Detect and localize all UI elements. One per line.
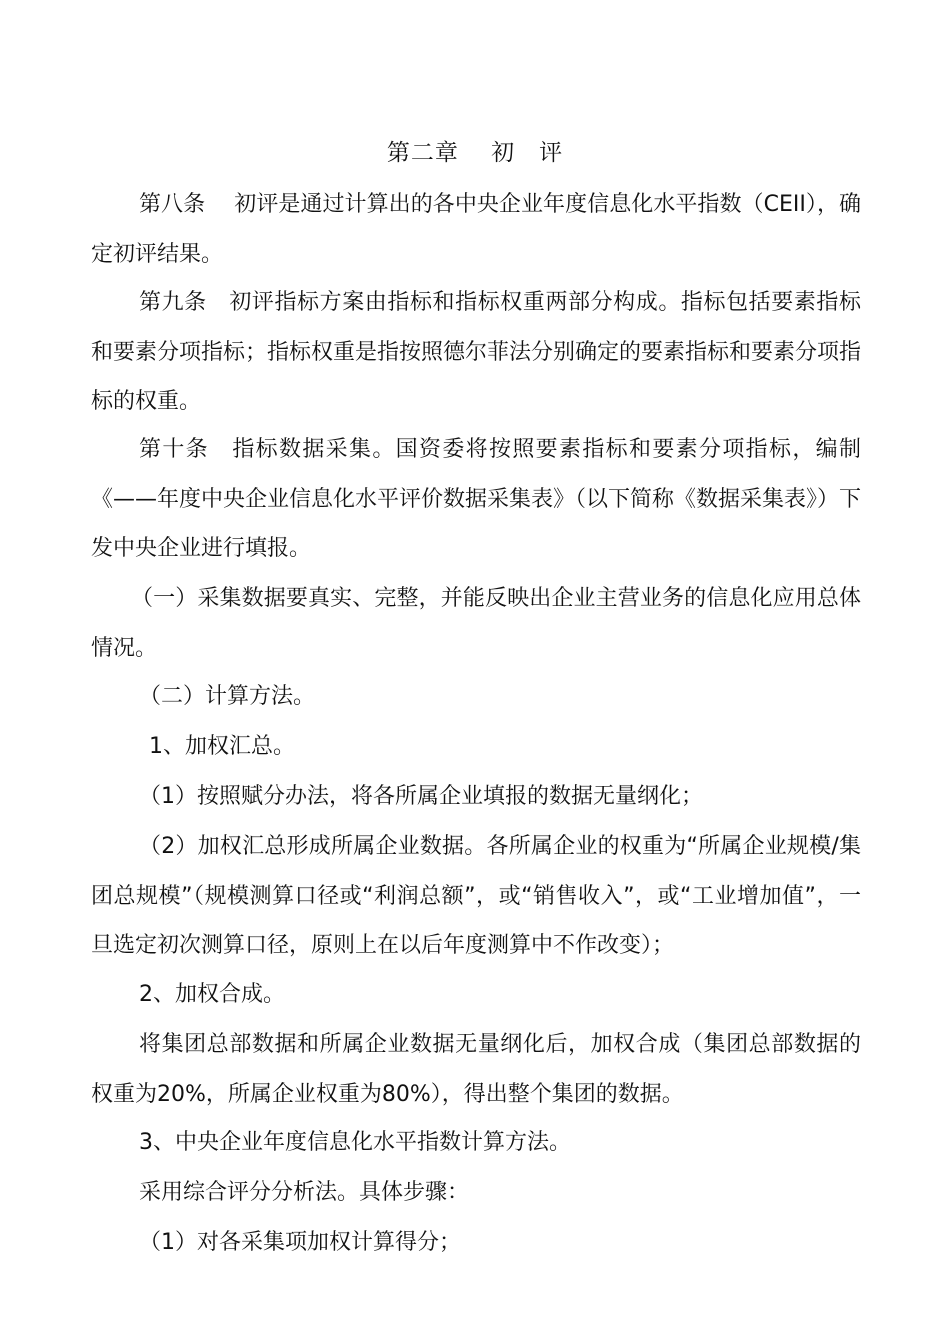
step-2-heading: 2、加权合成。: [139, 982, 285, 1007]
article-8-paragraph: 第八条 初评是通过计算出的各中央企业年度信息化水平指数（CEII），确定初评结果。: [91, 192, 861, 267]
step-1-substep-2: （2）加权汇总形成所属企业数据。各所属企业的权重为“所属企业规模/集团总规模”（规模测算口径或“利润总额”，或“销售收入”，或“工业增加值”，一旦选定初次测算口径，原则上在以后年度测算中不作改变）；: [91, 834, 861, 958]
step-1-substep-1: （1）按照赋分办法，将各所属企业填报的数据无量纲化；: [139, 784, 703, 809]
step-1-heading: 1、加权汇总。: [149, 734, 295, 759]
item-2-heading: （二）计算方法。: [139, 684, 316, 709]
article-10-paragraph: 第十条 指标数据采集。国资委将按照要素指标和要素分项指标，编制《——年度中央企业信息化水平评价数据采集表》（以下简称《数据采集表》）下发中央企业进行填报。: [91, 437, 862, 561]
item-1-paragraph: （一）采集数据要真实、完整，并能反映出企业主营业务的信息化应用总体情况。: [91, 586, 861, 661]
step-3-substep-1: （1）对各采集项加权计算得分；: [139, 1230, 461, 1255]
step-3-paragraph: 采用综合评分分析法。具体步骤：: [139, 1180, 470, 1205]
step-2-paragraph: 将集团总部数据和所属企业数据无量纲化后，加权合成（集团总部数据的权重为20%，所属企业权重为80%），得出整个集团的数据。: [91, 1032, 861, 1107]
step-3-heading: 3、中央企业年度信息化水平指数计算方法。: [139, 1130, 571, 1155]
chapter-title: 第二章 初 评: [386, 140, 564, 166]
article-9-paragraph: 第九条 初评指标方案由指标和指标权重两部分构成。指标包括要素指标和要素分项指标；指标权重是指按照德尔菲法分别确定的要素指标和要素分项指标的权重。: [91, 290, 862, 414]
